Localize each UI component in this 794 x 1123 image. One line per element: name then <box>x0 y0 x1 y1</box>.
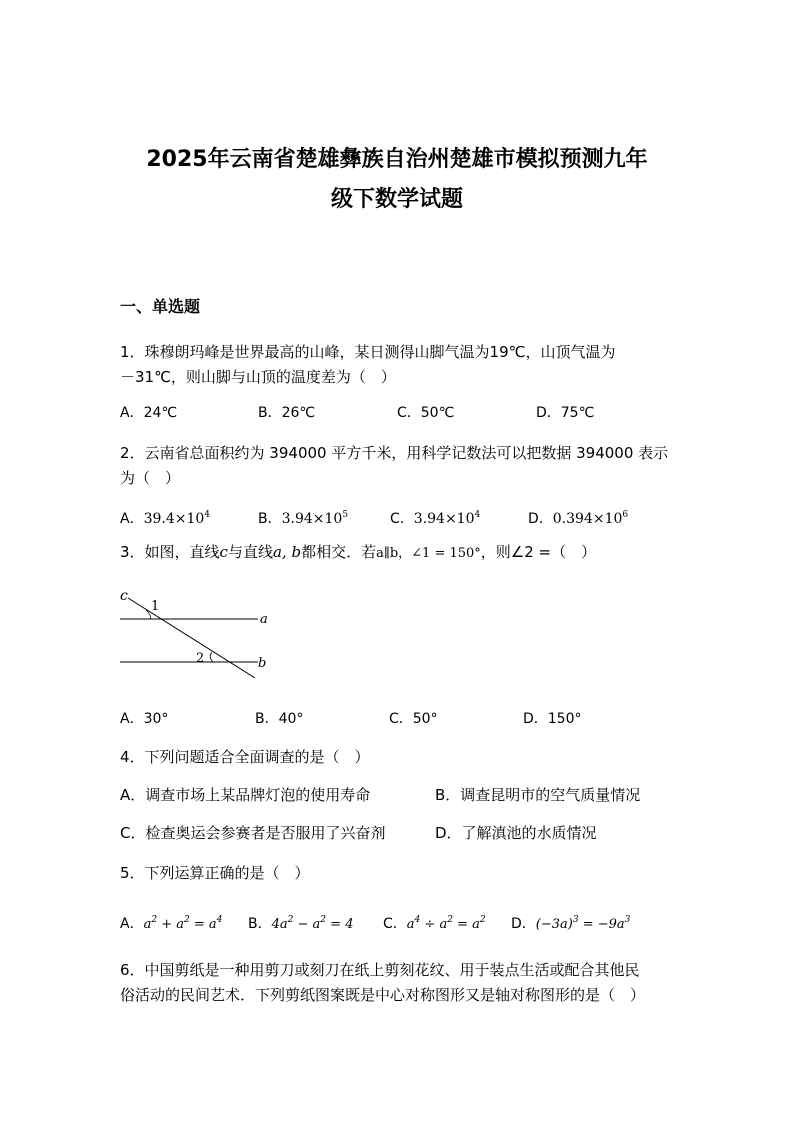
q1-stem-line-2: －31℃，则山脚与山顶的温度差为（ ） <box>120 368 396 386</box>
question-6 <box>120 958 680 1008</box>
document-title <box>100 140 694 220</box>
q3-option-d[interactable]: D．150° <box>523 711 582 727</box>
q2-stem-line-2: 为（ ） <box>120 469 181 487</box>
q2-option-c[interactable] <box>390 505 480 529</box>
q2-option-c-exponent: 4 <box>474 510 481 520</box>
q1-stem-line-1: 1．珠穆朗玛峰是世界最高的山峰，某日测得山脚气温为19℃，山顶气温为 <box>120 343 616 361</box>
q6-stem-line-2: 俗活动的民间艺术．下列剪纸图案既是中心对称图形又是轴对称图形的是（ ） <box>120 986 646 1004</box>
q3-figure <box>110 586 280 686</box>
q5-option-a-expression: $a^2 + a^2 = a^4$ <box>143 915 223 932</box>
q3-stem-middle-2: 都相交．若 <box>301 543 377 561</box>
q5-option-d[interactable] <box>511 910 630 935</box>
q1-option-d[interactable]: D．75℃ <box>536 405 595 421</box>
q2-option-d-label: D． <box>528 511 553 527</box>
q2-option-a-exponent: 4 <box>204 510 211 520</box>
q2-option-d-mantissa: 0.394×10 <box>552 511 623 527</box>
q2-option-b[interactable] <box>258 505 348 529</box>
question-2 <box>120 441 680 491</box>
label-angle-2: 2 <box>196 651 205 666</box>
q2-option-d[interactable] <box>528 505 628 529</box>
question-4-stem: 4．下列问题适合全面调查的是（ ） <box>120 748 370 766</box>
label-angle-1: 1 <box>151 599 160 614</box>
label-b: b <box>258 656 267 671</box>
question-3-stem <box>120 540 680 566</box>
q3-option-a[interactable]: A．30° <box>120 711 169 727</box>
q2-option-d-exponent: 6 <box>622 510 629 520</box>
label-a: a <box>260 612 268 627</box>
q2-option-b-mantissa: 3.94×10 <box>281 511 343 527</box>
q3-stem-middle-1: 与直线 <box>227 543 273 561</box>
q2-option-a-mantissa: 39.4×10 <box>143 511 205 527</box>
q3-option-b[interactable]: B．40° <box>255 711 304 727</box>
q5-option-a[interactable] <box>120 910 222 935</box>
q2-option-a-label: A． <box>120 511 144 527</box>
q3-line-c: c <box>219 543 228 561</box>
q2-option-b-exponent: 5 <box>342 510 349 520</box>
q3-option-c[interactable]: C．50° <box>389 711 438 727</box>
q5-option-c-label: C． <box>383 916 407 932</box>
q3-lines-ab: a, b <box>272 543 302 561</box>
q2-option-b-label: B． <box>258 511 282 527</box>
q4-option-a[interactable]: A．调查市场上某品牌灯泡的使用寿命 <box>120 786 371 804</box>
question-5-stem: 5．下列运算正确的是（ ） <box>120 864 310 882</box>
q5-option-d-expression: $(-3a)^3 = -9a^3$ <box>535 915 631 932</box>
label-c: c <box>120 588 128 604</box>
q2-option-c-label: C． <box>390 511 414 527</box>
q5-option-c-expression: $a^4 \div a^2 = a^2$ <box>406 915 486 932</box>
q4-option-c[interactable]: C．检查奥运会参赛者是否服用了兴奋剂 <box>120 824 386 842</box>
q5-option-c[interactable] <box>383 910 486 935</box>
q2-option-a[interactable] <box>120 505 210 529</box>
q1-option-a[interactable]: A．24℃ <box>120 405 178 421</box>
q6-stem-line-1: 6．中国剪纸是一种用剪刀或刻刀在纸上剪刻花纹、用于装点生活或配合其他民 <box>120 961 640 979</box>
q3-condition: a∥b，∠1 = 150° <box>376 546 481 561</box>
question-1 <box>120 340 680 390</box>
q3-stem-suffix: ，则∠2 =（ ） <box>480 543 597 561</box>
q4-option-b[interactable]: B．调查昆明市的空气质量情况 <box>435 786 641 804</box>
q3-stem-prefix: 3．如图，直线 <box>120 543 220 561</box>
q1-option-b[interactable]: B．26℃ <box>258 405 316 421</box>
q5-option-b-label: B． <box>248 916 272 932</box>
q1-option-c[interactable]: C．50℃ <box>397 405 455 421</box>
q5-option-b[interactable] <box>248 910 353 935</box>
title-line-2: 级下数学试题 <box>330 187 463 212</box>
q2-option-c-mantissa: 3.94×10 <box>413 511 475 527</box>
line-c <box>128 598 255 678</box>
angle-2-arc <box>210 652 213 662</box>
section-heading: 一、单选题 <box>120 297 201 316</box>
q5-option-a-label: A． <box>120 916 144 932</box>
q2-stem-line-1: 2．云南省总面积约为 394000 平方千米，用科学记数法可以把数据 394000 表示 <box>120 444 669 462</box>
q5-option-b-expression: $4a^2 - a^2 = 4$ <box>271 915 354 932</box>
title-line-1: 2025年云南省楚雄彝族自治州楚雄市模拟预测九年 <box>146 147 648 172</box>
q5-option-d-label: D． <box>511 916 536 932</box>
q4-option-d[interactable]: D．了解滇池的水质情况 <box>435 824 597 842</box>
